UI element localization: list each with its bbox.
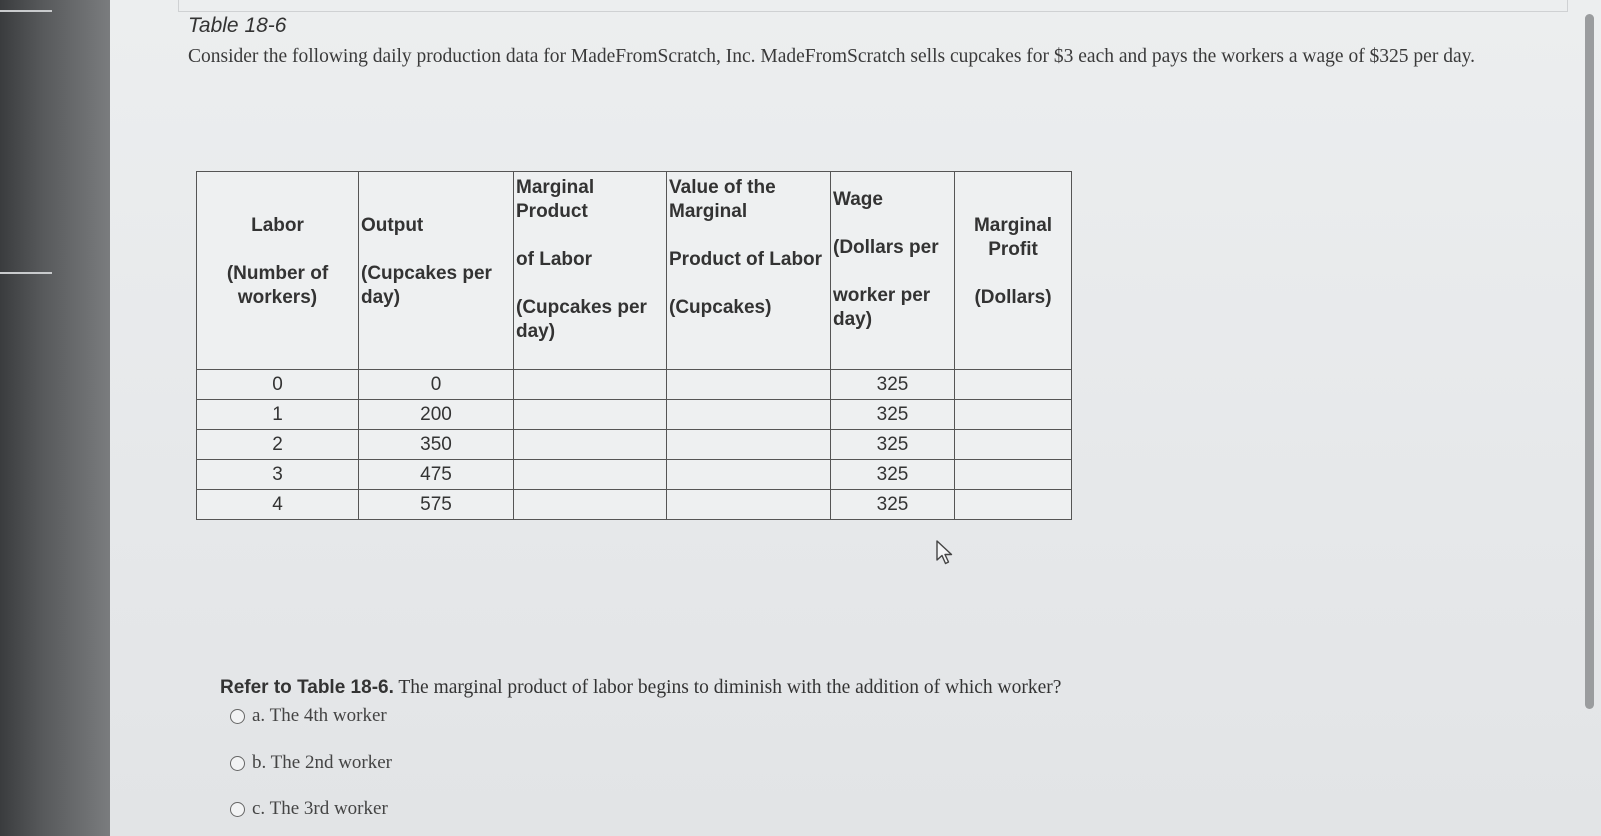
cell-mpl [514,400,667,430]
cell-vmpl [667,400,831,430]
table-row [197,370,1072,400]
radio-button-icon[interactable] [230,756,245,771]
table-row [197,490,1072,520]
cell-wage: 325 [831,400,955,430]
question-text [220,677,1061,699]
table-row [197,460,1072,490]
cell-profit [955,460,1072,490]
cell-wage: 325 [831,490,955,520]
header-output: Output (Cupcakes per day) [359,172,514,370]
header-value-marginal-product: Value of the Marginal Product of Labor (Cupcakes) [667,172,831,370]
header-marginal-product: Marginal Product of Labor (Cupcakes per day) [514,172,667,370]
production-table [196,171,1072,520]
table-row [197,400,1072,430]
cell-labor: 0 [197,370,359,400]
cell-labor: 1 [197,400,359,430]
cell-output: 200 [359,400,514,430]
mouse-pointer-icon [935,540,957,566]
cell-wage: 325 [831,460,955,490]
vertical-scrollbar[interactable] [1585,14,1594,709]
cell-wage: 325 [831,370,955,400]
cell-mpl [514,370,667,400]
cell-profit [955,490,1072,520]
table-row [197,430,1072,460]
option-c[interactable] [230,798,388,820]
header-wage: Wage (Dollars per worker per day) [831,172,955,370]
bezel-highlight [0,10,52,12]
cell-labor: 3 [197,460,359,490]
cell-profit [955,400,1072,430]
option-a[interactable] [230,705,387,727]
radio-button-icon[interactable] [230,709,245,724]
option-b-label: b. The 2nd worker [252,752,393,773]
problem-intro: Consider the following daily production data for MadeFromScratch, Inc. MadeFromScratch sells cupcakes for $3 each and pays the workers a wage of $325 per day. [188,46,1475,67]
cell-labor: 4 [197,490,359,520]
option-a-label: a. The 4th worker [252,705,387,726]
cell-vmpl [667,430,831,460]
cell-profit [955,370,1072,400]
cell-output: 0 [359,370,514,400]
cell-mpl [514,460,667,490]
cell-vmpl [667,490,831,520]
cell-wage: 325 [831,430,955,460]
cell-output: 350 [359,430,514,460]
cell-mpl [514,430,667,460]
radio-button-icon[interactable] [230,802,245,817]
cell-profit [955,430,1072,460]
cell-output: 475 [359,460,514,490]
cell-vmpl [667,370,831,400]
table-title: Table 18-6 [188,14,287,37]
option-b[interactable] [230,752,392,774]
monitor-bezel [0,0,110,836]
cell-vmpl [667,460,831,490]
cell-output: 575 [359,490,514,520]
content-frame [178,0,1568,12]
cell-mpl [514,490,667,520]
page-content [110,0,1601,836]
question-reference: Refer to Table 18-6. [220,677,394,698]
bezel-highlight [0,272,52,274]
option-c-label: c. The 3rd worker [252,798,388,819]
cell-labor: 2 [197,430,359,460]
header-labor: Labor (Number of workers) [197,172,359,370]
table-header-row [197,172,1072,370]
question-body: The marginal product of labor begins to diminish with the addition of which worker? [393,677,1062,698]
header-marginal-profit: Marginal Profit (Dollars) [955,172,1072,370]
